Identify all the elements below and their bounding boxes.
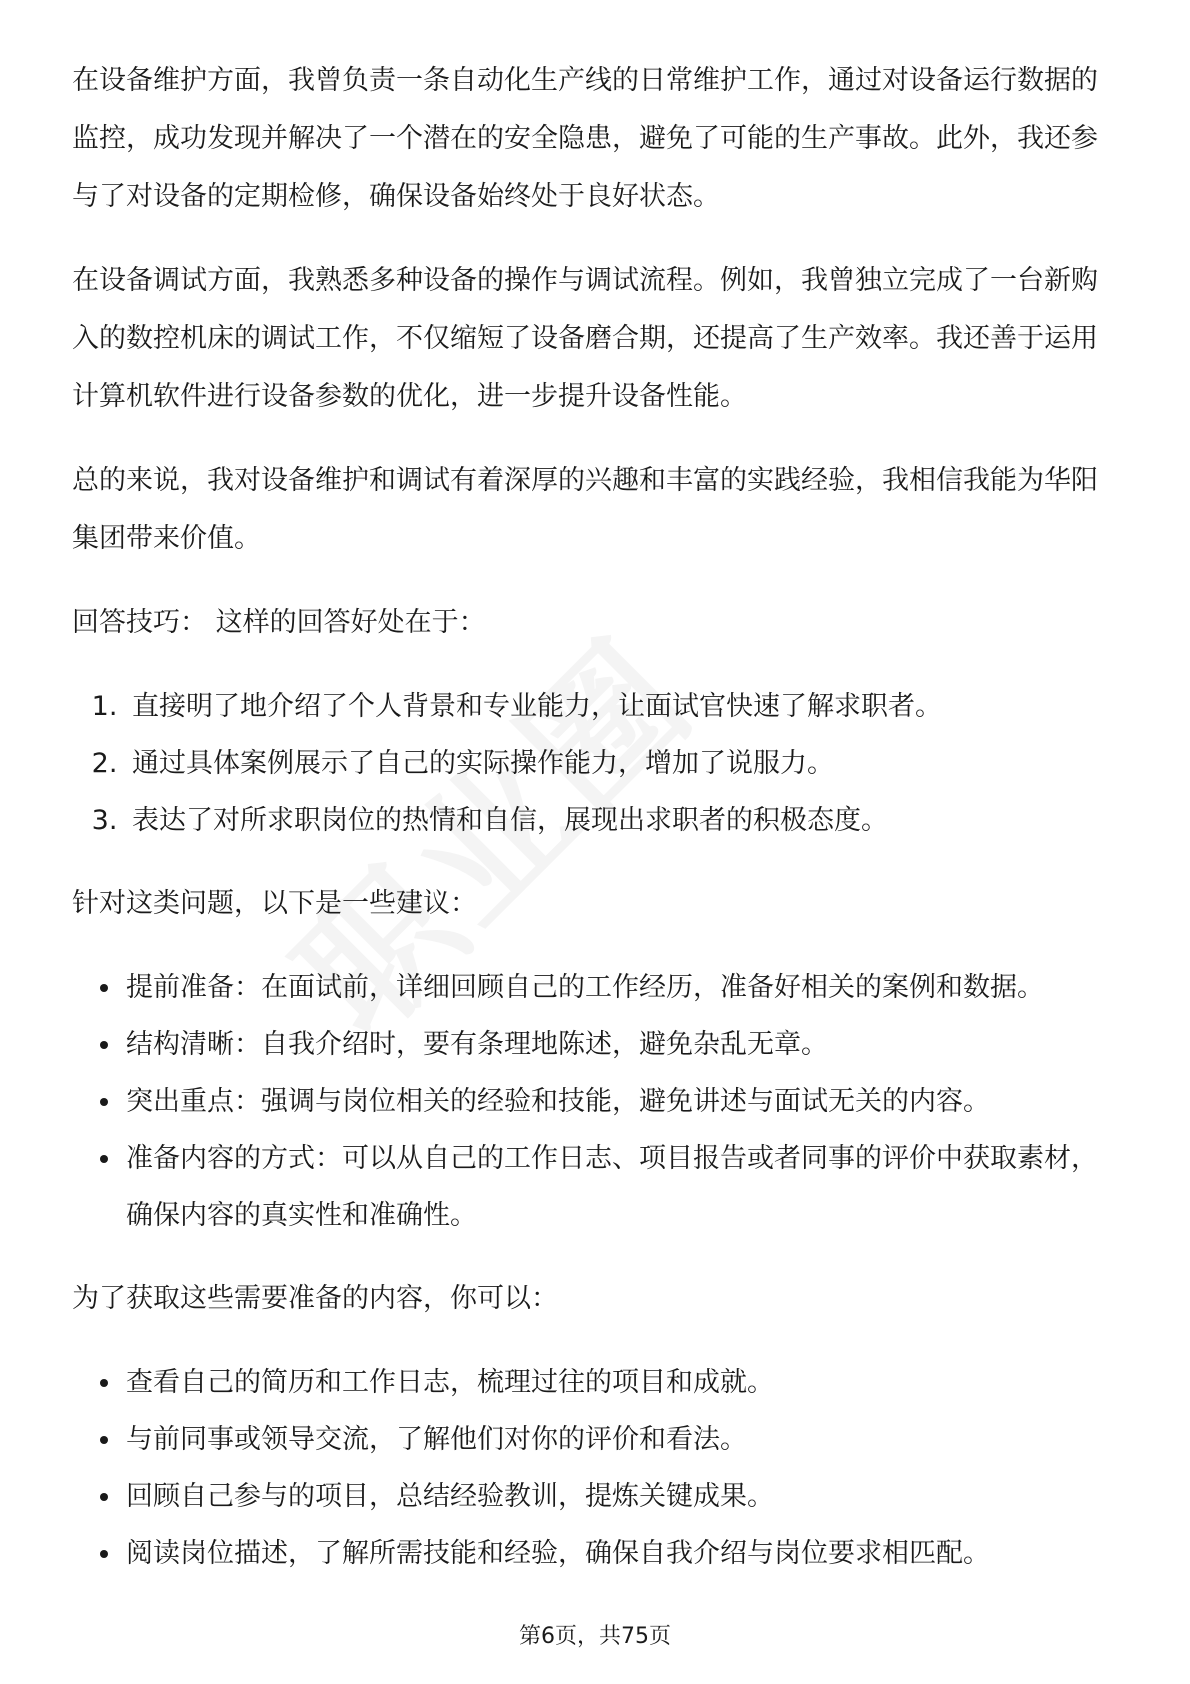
list-item: 提前准备：在面试前，详细回顾自己的工作经历，准备好相关的案例和数据。	[126, 959, 1118, 1016]
page-number-footer: 第6页，共75页	[519, 1624, 671, 1649]
list-item: 3. 表达了对所求职岗位的热情和自信，展现出求职者的积极态度。	[126, 792, 1118, 849]
list-item: 查看自己的简历和工作日志，梳理过往的项目和成就。	[126, 1354, 1118, 1411]
list-item: 结构清晰：自我介绍时，要有条理地陈述，避免杂乱无章。	[126, 1016, 1118, 1073]
list-item: 准备内容的方式：可以从自己的工作日志、项目报告或者同事的评价中获取素材，确保内容的真实性和准确性。	[126, 1130, 1118, 1244]
list-item: 阅读岗位描述，了解所需技能和经验，确保自我介绍与岗位要求相匹配。	[126, 1525, 1118, 1582]
list-item: 突出重点：强调与岗位相关的经验和技能，避免讲述与面试无关的内容。	[126, 1073, 1118, 1130]
document-page	[72, 52, 1118, 1608]
paragraph-maintenance: 在设备维护方面，我曾负责一条自动化生产线的日常维护工作，通过对设备运行数据的监控，成功发现并解决了一个潜在的安全隐患，避免了可能的生产事故。此外，我还参与了对设备的定期检修，确保设备始终处于良好状态。	[72, 65, 1098, 212]
prepare-intro: 为了获取这些需要准备的内容，你可以：	[72, 1283, 558, 1314]
prepare-list	[72, 1354, 1118, 1582]
tips-list	[72, 678, 1118, 849]
list-item: 1. 直接明了地介绍了个人背景和专业能力，让面试官快速了解求职者。	[126, 678, 1118, 735]
list-item: 回顾自己参与的项目，总结经验教训，提炼关键成果。	[126, 1468, 1118, 1525]
list-item: 与前同事或领导交流，了解他们对你的评价和看法。	[126, 1411, 1118, 1468]
advice-list	[72, 959, 1118, 1244]
paragraph-debugging: 在设备调试方面，我熟悉多种设备的操作与调试流程。例如，我曾独立完成了一台新购入的数控机床的调试工作，不仅缩短了设备磨合期，还提高了生产效率。我还善于运用计算机软件进行设备参数的优化，进一步提升设备性能。	[72, 265, 1098, 412]
list-item: 2. 通过具体案例展示了自己的实际操作能力，增加了说服力。	[126, 735, 1118, 792]
answer-tips-heading: 回答技巧： 这样的回答好处在于：	[72, 607, 486, 638]
advice-intro: 针对这类问题，以下是一些建议：	[72, 888, 477, 919]
paragraph-summary: 总的来说，我对设备维护和调试有着深厚的兴趣和丰富的实践经验，我相信我能为华阳集团带来价值。	[72, 465, 1098, 554]
